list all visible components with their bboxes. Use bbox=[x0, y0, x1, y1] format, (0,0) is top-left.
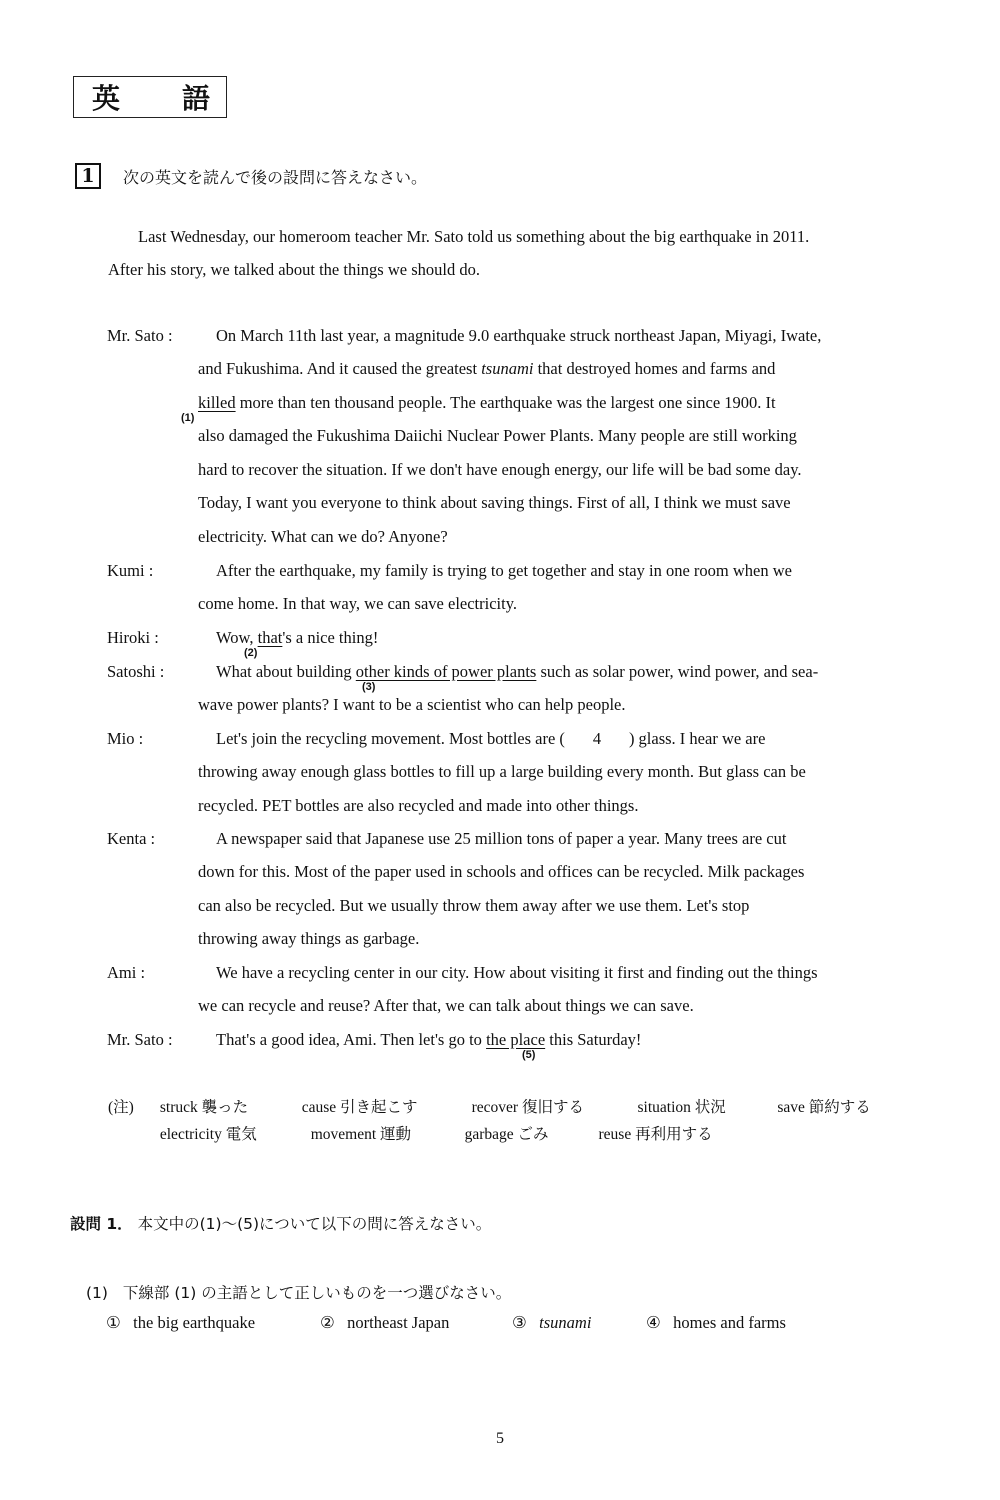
dialogue-line: A newspaper said that Japanese use 25 million tons of paper a year. Many trees are cut bbox=[216, 829, 787, 848]
notes-row-1 bbox=[108, 1094, 871, 1121]
speaker-label: Satoshi : bbox=[107, 662, 165, 681]
dialogue-line: We have a recycling center in our city. How about visiting it first and finding out the things bbox=[216, 963, 818, 982]
dialogue-line: Wow, that's a nice thing! bbox=[216, 628, 379, 647]
choice-number: ② bbox=[320, 1313, 335, 1332]
choice-4[interactable] bbox=[646, 1313, 786, 1333]
note-term: reuse 再利用する bbox=[598, 1126, 713, 1143]
choice-number: ④ bbox=[646, 1313, 661, 1332]
note-term: cause 引き起こす bbox=[301, 1099, 418, 1116]
page-number: 5 bbox=[496, 1430, 504, 1447]
dialogue-line: throwing away things as garbage. bbox=[198, 929, 420, 948]
section-text: 本文中の(1)〜(5)について以下の問に答えなさい。 bbox=[137, 1215, 492, 1233]
dialogue-line: On March 11th last year, a magnitude 9.0 earthquake struck northeast Japan, Miyagi, Iwate, bbox=[216, 326, 822, 345]
sub-question-label: (1) bbox=[86, 1284, 108, 1302]
subject-title-box bbox=[73, 76, 227, 118]
choice-text: homes and farms bbox=[673, 1313, 786, 1332]
dialogue-line: killed more than ten thousand people. The earthquake was the largest one since 1900. It bbox=[198, 393, 776, 412]
choice-text: the big earthquake bbox=[133, 1313, 256, 1332]
dialogue-line: throwing away enough glass bottles to fill up a large building every month. But glass can be bbox=[198, 762, 806, 781]
dialogue-line: Today, I want you everyone to think about saving things. First of all, I think we must save bbox=[198, 493, 791, 512]
speaker-label: Kenta : bbox=[107, 829, 156, 848]
marker-3: (3) bbox=[362, 681, 376, 693]
note-term: struck 襲った bbox=[159, 1099, 249, 1116]
note-term: save 節約する bbox=[777, 1099, 871, 1116]
dialogue-line: What about building other kinds of power plants such as solar power, wind power, and sea- bbox=[216, 662, 819, 681]
dialogue-line: hard to recover the situation. If we don't have enough energy, our life will be bad some day. bbox=[198, 460, 802, 479]
dialogue-line: and Fukushima. And it caused the greatest tsunami that destroyed homes and farms and bbox=[198, 359, 776, 378]
underline-2-that: that bbox=[257, 628, 283, 647]
choice-3[interactable] bbox=[512, 1313, 591, 1333]
dialogue-line: we can recycle and reuse? After that, we can talk about things we can save. bbox=[198, 996, 694, 1015]
dialogue-line: can also be recycled. But we usually throw them away after we use them. Let's stop bbox=[198, 896, 750, 915]
note-term: recover 復旧する bbox=[471, 1099, 584, 1116]
intro-line-1: Last Wednesday, our homeroom teacher Mr. Sato told us something about the big earthquake in 2011. bbox=[138, 227, 810, 246]
dialogue-line: electricity. What can we do? Anyone? bbox=[198, 527, 448, 546]
choice-1[interactable] bbox=[106, 1313, 255, 1333]
choice-2[interactable] bbox=[320, 1313, 449, 1333]
note-term: movement 運動 bbox=[310, 1126, 412, 1143]
underline-3-power-plants: other kinds of power plants bbox=[355, 662, 537, 681]
dialogue-line: That's a good idea, Ami. Then let's go to the place this Saturday! bbox=[216, 1030, 642, 1049]
choice-number: ③ bbox=[512, 1313, 527, 1332]
section-label: 設問 1． bbox=[70, 1215, 133, 1233]
speaker-label: Mr. Sato : bbox=[107, 326, 173, 345]
sub-question-1 bbox=[86, 1281, 511, 1303]
subject-char-1: 英 bbox=[92, 82, 121, 115]
italic-word-tsunami: tsunami bbox=[481, 359, 534, 378]
intro-line-2: After his story, we talked about the things we should do. bbox=[108, 260, 480, 279]
notes-row-2 bbox=[108, 1121, 871, 1148]
speaker-label: Kumi : bbox=[107, 561, 154, 580]
marker-2: (2) bbox=[244, 647, 258, 659]
sub-question-text: 下線部 (1) の主語として正しいものを一つ選びなさい。 bbox=[122, 1284, 512, 1302]
choice-text: northeast Japan bbox=[347, 1313, 450, 1332]
intro-paragraph bbox=[108, 220, 928, 286]
dialogue-line: also damaged the Fukushima Daiichi Nuclear Power Plants. Many people are still working bbox=[198, 426, 797, 445]
speaker-label: Ami : bbox=[107, 963, 146, 982]
question-number: 1 bbox=[75, 163, 101, 189]
dialogue-line: down for this. Most of the paper used in schools and offices can be recycled. Milk packages bbox=[198, 862, 805, 881]
speaker-label: Mio : bbox=[107, 729, 144, 748]
note-term: electricity 電気 bbox=[159, 1126, 257, 1143]
subject-char-2: 語 bbox=[181, 82, 210, 115]
underline-5-the-place: the place bbox=[486, 1030, 546, 1049]
notes-label: (注) bbox=[108, 1099, 134, 1116]
marker-1: (1) bbox=[181, 412, 195, 424]
dialogue-line: come home. In that way, we can save electricity. bbox=[198, 594, 518, 613]
vocabulary-notes bbox=[108, 1094, 871, 1148]
choice-number: ① bbox=[106, 1313, 121, 1332]
underline-1-killed: killed bbox=[198, 393, 236, 412]
blank-4: 4 bbox=[592, 729, 602, 748]
note-term: situation 状況 bbox=[637, 1099, 726, 1116]
question-instruction: 次の英文を読んで後の設問に答えなさい。 bbox=[123, 168, 428, 187]
dialogue-line: Let's join the recycling movement. Most bottles are ( 4 ) glass. I hear we are bbox=[216, 729, 766, 748]
dialogue-line: wave power plants? I want to be a scientist who can help people. bbox=[198, 695, 626, 714]
speaker-label: Hiroki : bbox=[107, 628, 159, 647]
section-1-heading bbox=[70, 1212, 491, 1234]
speaker-label: Mr. Sato : bbox=[107, 1030, 173, 1049]
dialogue-line: After the earthquake, my family is trying to get together and stay in one room when we bbox=[216, 561, 792, 580]
note-term: garbage ごみ bbox=[464, 1126, 549, 1143]
choice-text: tsunami bbox=[539, 1313, 592, 1332]
dialogue-line: recycled. PET bottles are also recycled and made into other things. bbox=[198, 796, 639, 815]
marker-5: (5) bbox=[522, 1049, 536, 1061]
